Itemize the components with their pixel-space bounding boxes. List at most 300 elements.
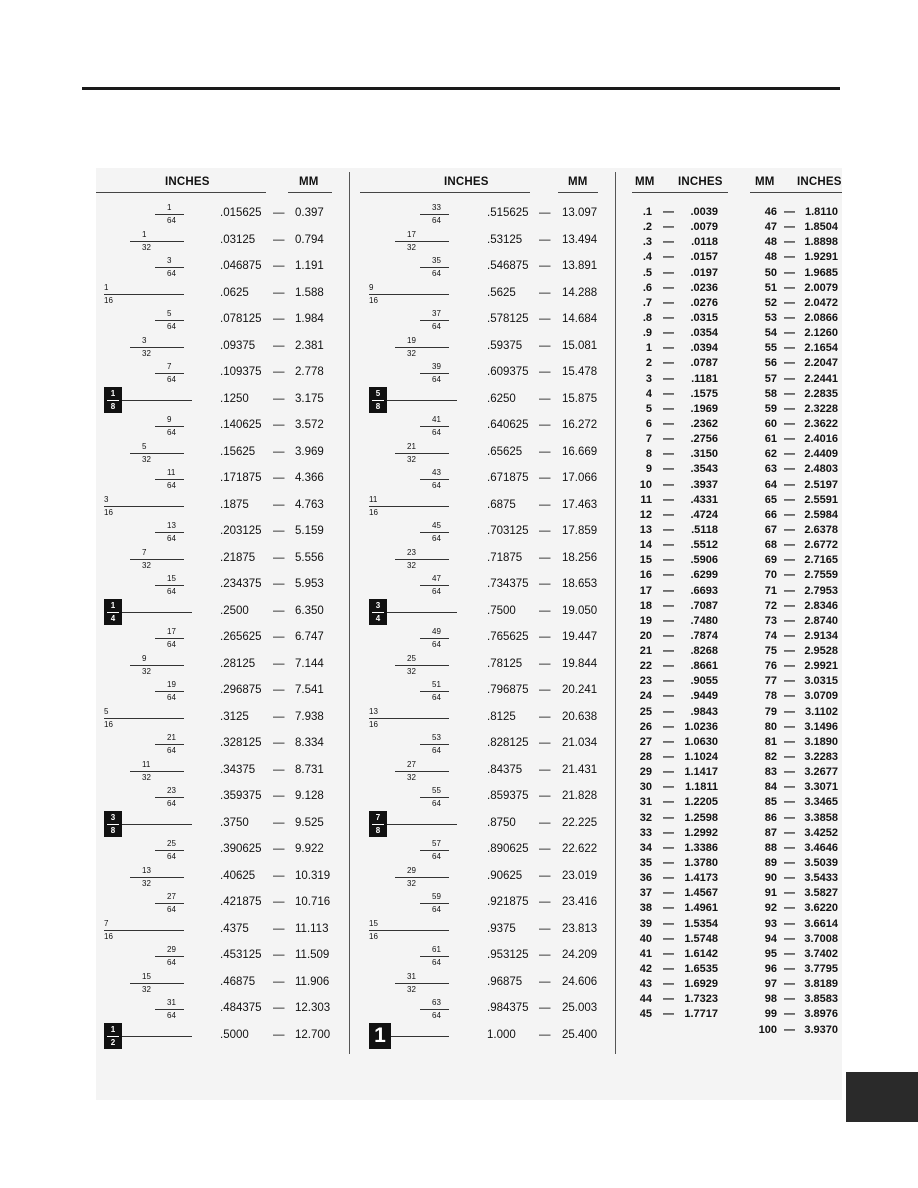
fraction-denominator: 8 (110, 825, 116, 835)
fraction-denominator: 64 (432, 322, 441, 331)
fraction-numerator: 43 (432, 468, 441, 477)
millimeters-value: 9.128 (295, 790, 324, 802)
dash-separator: — (273, 737, 285, 749)
mm-value: 30 (639, 781, 652, 794)
dash-separator: — (663, 569, 674, 582)
millimeters-value: 9.525 (295, 816, 324, 829)
fraction-denominator: 64 (167, 799, 176, 808)
mid-inches-header-rule (360, 192, 530, 193)
inches-value: 1.4567 (684, 887, 718, 900)
millimeters-value: 8.731 (295, 763, 324, 776)
fraction-denominator: 64 (167, 958, 176, 967)
millimeters-value: 5.953 (295, 578, 324, 590)
dash-separator: — (784, 357, 795, 370)
decimal-inches: .59375 (487, 339, 523, 352)
mm-value: 2 (645, 357, 652, 370)
millimeters-value: 18.653 (562, 578, 598, 590)
inches-value: 2.9528 (804, 645, 838, 658)
millimeters-value: 20.638 (562, 710, 598, 723)
decimal-inches: .84375 (487, 763, 523, 776)
fraction-line (420, 797, 449, 798)
inches-value: 2.9134 (804, 629, 838, 642)
decimal-inches: .15625 (220, 445, 256, 458)
inches-value: 3.7402 (804, 947, 838, 960)
fraction-denominator: 32 (142, 984, 151, 994)
inches-value: .2756 (690, 433, 718, 446)
mm-value: .2 (642, 221, 652, 234)
mm-value: 19 (639, 614, 652, 627)
dash-separator: — (784, 1008, 795, 1021)
fraction-line (420, 638, 449, 639)
inches-value: 2.2835 (804, 387, 838, 400)
fraction-denominator: 64 (432, 216, 441, 225)
inches-value: 1.1811 (684, 781, 718, 794)
dash-separator: — (273, 525, 285, 537)
mm-value: 94 (764, 932, 777, 945)
millimeters-value: 14.684 (562, 313, 598, 325)
inches-value: 3.3465 (804, 796, 838, 809)
dash-separator: — (539, 1028, 551, 1041)
right2-mm-header: MM (755, 176, 775, 188)
inches-value: 2.5984 (804, 508, 838, 521)
decimal-inches: .6250 (487, 392, 516, 405)
dash-separator: — (784, 463, 795, 476)
inches-value: 3.3858 (804, 811, 838, 824)
dash-separator: — (663, 841, 674, 854)
dash-separator: — (663, 433, 674, 446)
decimal-inches: .5000 (220, 1028, 249, 1041)
inches-value: 3.6220 (804, 902, 838, 915)
mm-value: 81 (764, 735, 777, 748)
dash-separator: — (784, 433, 795, 446)
fraction-denominator: 32 (142, 242, 151, 252)
dash-separator: — (663, 463, 674, 476)
mm-value: 77 (764, 675, 777, 688)
mm-value: 87 (764, 826, 777, 839)
fraction-line (104, 294, 184, 295)
dash-separator: — (784, 781, 795, 794)
dash-separator: — (663, 963, 674, 975)
inches-value: 2.1260 (804, 327, 838, 340)
dash-separator: — (784, 705, 795, 718)
dash-separator: — (784, 645, 795, 658)
fraction-numerator: 13 (167, 521, 176, 530)
fraction-denominator: 32 (407, 348, 416, 358)
inches-value: .0394 (690, 342, 718, 355)
inches-value: .8661 (690, 660, 718, 673)
fraction-denominator: 32 (407, 772, 416, 782)
inches-value: 2.0079 (804, 281, 838, 294)
decimal-inches: .390625 (220, 843, 262, 855)
dash-separator: — (784, 614, 795, 627)
inches-value: .3543 (690, 463, 718, 476)
fraction-line (130, 877, 184, 878)
mm-value: 45 (639, 1008, 652, 1021)
fraction-numerator: 11 (167, 468, 176, 477)
inches-value: .0236 (690, 281, 718, 294)
fraction-line (395, 347, 449, 348)
fraction-numerator: 3 (110, 812, 116, 822)
fraction-denominator: 32 (142, 878, 151, 888)
dash-separator: — (539, 392, 551, 405)
mm-value: 36 (639, 872, 652, 885)
dash-separator: — (784, 236, 795, 249)
dash-separator: — (663, 281, 674, 294)
inches-value: .5512 (690, 539, 718, 552)
inches-value: 2.2441 (804, 372, 838, 385)
fraction-line (155, 797, 184, 798)
dash-separator: — (784, 402, 795, 415)
fraction-numerator: 25 (167, 839, 176, 848)
dash-separator: — (784, 963, 795, 975)
inches-value: .9449 (690, 690, 718, 703)
fraction-line (395, 453, 449, 454)
fraction-line (155, 850, 184, 851)
decimal-inches: .03125 (220, 233, 256, 246)
dash-separator: — (784, 266, 795, 279)
dash-separator: — (273, 419, 285, 431)
inches-value: 2.5197 (804, 478, 838, 491)
dash-separator: — (663, 645, 674, 658)
fraction-leader-line (391, 1036, 449, 1037)
decimal-inches: .53125 (487, 233, 523, 246)
dash-separator: — (784, 841, 795, 854)
inches-value: 3.8583 (804, 993, 838, 1006)
dash-separator: — (663, 251, 674, 264)
mid-mm-header: MM (568, 176, 588, 188)
inches-value: 1.8110 (804, 206, 838, 218)
dash-separator: — (663, 539, 674, 552)
millimeters-value: 13.891 (562, 260, 598, 272)
left-inches-header-rule (96, 192, 266, 193)
column-divider-1 (349, 172, 350, 1054)
dash-separator: — (663, 342, 674, 355)
fraction-numerator: 7 (104, 918, 109, 928)
dash-separator: — (784, 917, 795, 930)
mm-value: 75 (764, 645, 777, 658)
fraction-bar (372, 824, 384, 825)
dash-separator: — (663, 584, 674, 597)
millimeters-value: 1.984 (295, 313, 324, 325)
fraction-denominator: 64 (167, 269, 176, 278)
decimal-inches: .234375 (220, 578, 262, 590)
dash-separator: — (539, 233, 551, 246)
dash-separator: — (539, 790, 551, 802)
fraction-denominator: 64 (432, 481, 441, 490)
decimal-inches: .078125 (220, 313, 262, 325)
mm-value: 96 (764, 963, 777, 975)
inches-value: 1.6142 (684, 947, 718, 960)
mm-value: 57 (764, 372, 777, 385)
fraction-numerator: 3 (375, 600, 381, 610)
inches-value: .8268 (690, 645, 718, 658)
dash-separator: — (539, 551, 551, 564)
dash-separator: — (663, 311, 674, 324)
dash-separator: — (784, 387, 795, 400)
dash-separator: — (539, 286, 551, 299)
fraction-line (420, 903, 449, 904)
fraction-numerator: 5 (375, 388, 381, 398)
fraction-line (155, 585, 184, 586)
inches-value: 1.0236 (684, 720, 718, 733)
right1-inches-header: INCHES (678, 176, 723, 188)
dash-separator: — (539, 631, 551, 643)
fraction-box (104, 387, 122, 413)
mm-value: 99 (764, 1008, 777, 1021)
fraction-denominator: 32 (407, 666, 416, 676)
mm-value: 85 (764, 796, 777, 809)
mid-inches-header: INCHES (444, 176, 489, 188)
decimal-inches: .015625 (220, 207, 262, 219)
left-inches-header: INCHES (165, 176, 210, 188)
millimeters-value: 4.366 (295, 472, 324, 484)
dash-separator: — (784, 811, 795, 824)
dash-separator: — (539, 339, 551, 352)
decimal-inches: .140625 (220, 419, 262, 431)
mm-value: 6 (645, 417, 652, 430)
dash-separator: — (784, 417, 795, 430)
millimeters-value: 1.191 (295, 260, 324, 272)
fraction-denominator: 32 (142, 560, 151, 570)
dash-separator: — (784, 629, 795, 642)
dash-separator: — (273, 631, 285, 643)
dash-separator: — (539, 1002, 551, 1014)
mm-value: 69 (764, 554, 777, 567)
fraction-numerator: 45 (432, 521, 441, 530)
inches-value: 3.8189 (804, 978, 838, 991)
fraction-bar (107, 1036, 119, 1037)
fraction-leader-line (122, 612, 192, 613)
mm-value: 48 (764, 236, 777, 249)
inches-value: .0315 (690, 311, 718, 324)
fraction-line (155, 903, 184, 904)
dash-separator: — (539, 710, 551, 723)
dash-separator: — (663, 947, 674, 960)
fraction-numerator: 41 (432, 415, 441, 424)
inches-value: 1.2992 (684, 826, 718, 839)
dash-separator: — (273, 445, 285, 458)
fraction-numerator: 3 (104, 494, 109, 504)
dash-separator: — (273, 843, 285, 855)
fraction-denominator: 16 (369, 507, 378, 517)
dash-separator: — (539, 896, 551, 908)
decimal-inches: .78125 (487, 657, 523, 670)
mm-value: 65 (764, 493, 777, 506)
inches-value: 1.5354 (684, 917, 718, 930)
inches-value: 3.4252 (804, 826, 838, 839)
mm-value: 20 (639, 629, 652, 642)
inches-value: .9055 (690, 675, 718, 688)
fraction-numerator: 49 (432, 627, 441, 636)
inches-value: 2.4016 (804, 433, 838, 446)
decimal-inches: .609375 (487, 366, 529, 378)
millimeters-value: 4.763 (295, 498, 324, 511)
fraction-denominator: 64 (432, 640, 441, 649)
dash-separator: — (663, 781, 674, 794)
fraction-line (130, 453, 184, 454)
dash-separator: — (784, 372, 795, 385)
fraction-denominator: 64 (432, 269, 441, 278)
dash-separator: — (663, 932, 674, 945)
mm-value: .7 (642, 296, 652, 309)
fraction-denominator: 64 (167, 905, 176, 914)
inches-value: 3.5827 (804, 887, 838, 900)
decimal-inches: .984375 (487, 1002, 529, 1014)
inches-value: 2.7559 (804, 569, 838, 582)
fraction-denominator: 16 (104, 719, 113, 729)
fraction-line (155, 532, 184, 533)
millimeters-value: 18.256 (562, 551, 598, 564)
inches-value: 1.8898 (804, 236, 838, 249)
dash-separator: — (273, 790, 285, 802)
fraction-denominator: 64 (167, 852, 176, 861)
millimeters-value: 19.844 (562, 657, 598, 670)
fraction-line (155, 320, 184, 321)
dash-separator: — (663, 629, 674, 642)
fraction-line (395, 983, 449, 984)
fraction-denominator: 4 (375, 613, 381, 623)
mm-value: 73 (764, 614, 777, 627)
fraction-leader-line (387, 400, 457, 401)
millimeters-value: 21.431 (562, 763, 598, 776)
decimal-inches: .703125 (487, 525, 529, 537)
dash-separator: — (784, 251, 795, 264)
inches-value: .0079 (690, 221, 718, 234)
fraction-denominator: 64 (167, 587, 176, 596)
millimeters-value: 23.416 (562, 896, 598, 908)
dash-separator: — (784, 311, 795, 324)
inches-value: 1.1417 (684, 766, 718, 779)
dash-separator: — (784, 947, 795, 960)
mm-value: 54 (764, 327, 777, 340)
inches-value: 3.5039 (804, 857, 838, 870)
fraction-denominator: 4 (110, 613, 116, 623)
mm-value: 79 (764, 705, 777, 718)
mm-value: 67 (764, 523, 777, 536)
fraction-denominator: 32 (407, 878, 416, 888)
dash-separator: — (539, 975, 551, 988)
fraction-leader-line (122, 1036, 192, 1037)
dash-separator: — (784, 993, 795, 1006)
mm-value: 40 (639, 932, 652, 945)
mm-value: 78 (764, 690, 777, 703)
fraction-numerator: 1 (104, 282, 109, 292)
whole-number-box: 1 (369, 1023, 391, 1049)
fraction-numerator: 7 (167, 362, 172, 371)
section-tab (846, 1072, 918, 1122)
fraction-denominator: 64 (432, 428, 441, 437)
right1-mm-header: MM (635, 176, 655, 188)
dash-separator: — (784, 826, 795, 839)
fraction-numerator: 25 (407, 653, 416, 663)
mm-value: 53 (764, 311, 777, 324)
fraction-numerator: 31 (407, 971, 416, 981)
dash-separator: — (784, 281, 795, 294)
fraction-line (155, 373, 184, 374)
mm-value: 11 (640, 493, 652, 506)
decimal-inches: .2500 (220, 604, 249, 617)
inches-value: 3.4646 (804, 841, 838, 854)
fraction-line (130, 983, 184, 984)
fraction-numerator: 1 (110, 1024, 116, 1034)
fraction-numerator: 37 (432, 309, 441, 318)
mm-value: 13 (639, 523, 652, 536)
decimal-inches: .796875 (487, 684, 529, 696)
dash-separator: — (663, 417, 674, 430)
dash-separator: — (663, 917, 674, 930)
inches-value: 1.6535 (684, 963, 718, 975)
decimal-inches: .40625 (220, 869, 256, 882)
fraction-line (420, 373, 449, 374)
millimeters-value: 15.875 (562, 392, 598, 405)
dash-separator: — (663, 720, 674, 733)
dash-separator: — (663, 735, 674, 748)
inches-value: 2.3228 (804, 402, 838, 415)
inches-value: .1575 (690, 387, 718, 400)
mm-value: 91 (764, 887, 777, 900)
fraction-numerator: 23 (167, 786, 176, 795)
millimeters-value: 3.572 (295, 419, 324, 431)
dash-separator: — (784, 523, 795, 536)
decimal-inches: .9375 (487, 922, 516, 935)
inches-value: .6693 (690, 584, 718, 597)
dash-separator: — (663, 887, 674, 900)
dash-separator: — (784, 342, 795, 355)
dash-separator: — (539, 419, 551, 431)
millimeters-value: 2.778 (295, 366, 324, 378)
dash-separator: — (663, 993, 674, 1006)
fraction-numerator: 29 (407, 865, 416, 875)
fraction-denominator: 64 (432, 693, 441, 702)
mid-mm-header-rule (558, 192, 598, 193)
decimal-inches: .859375 (487, 790, 529, 802)
inches-value: .5906 (690, 554, 718, 567)
mm-value: 31 (639, 796, 652, 809)
mm-value: 5 (645, 402, 652, 415)
millimeters-value: 24.606 (562, 975, 598, 988)
mm-value: 18 (639, 599, 652, 612)
decimal-inches: .296875 (220, 684, 262, 696)
fraction-denominator: 16 (369, 719, 378, 729)
dash-separator: — (273, 604, 285, 617)
dash-separator: — (784, 448, 795, 461)
fraction-bar (372, 612, 384, 613)
dash-separator: — (273, 578, 285, 590)
dash-separator: — (273, 366, 285, 378)
inches-value: 1.2598 (684, 811, 718, 824)
inches-value: 2.0866 (804, 311, 838, 324)
mm-value: 89 (764, 857, 777, 870)
dash-separator: — (539, 949, 551, 961)
dash-separator: — (663, 857, 674, 870)
dash-separator: — (784, 221, 795, 234)
decimal-inches: .71875 (487, 551, 523, 564)
mm-value: 35 (639, 857, 652, 870)
mm-value: 39 (639, 917, 652, 930)
fraction-bar (372, 400, 384, 401)
inches-value: 3.1496 (804, 720, 838, 733)
inches-value: .9843 (690, 705, 718, 718)
dash-separator: — (273, 313, 285, 325)
millimeters-value: 25.400 (562, 1028, 598, 1041)
mm-value: 60 (764, 417, 777, 430)
fraction-denominator: 64 (432, 799, 441, 808)
dash-separator: — (273, 260, 285, 272)
mm-value: 21 (639, 645, 652, 658)
inches-value: 3.1890 (804, 735, 838, 748)
decimal-inches: .1250 (220, 392, 249, 405)
mm-value: 14 (639, 539, 652, 552)
